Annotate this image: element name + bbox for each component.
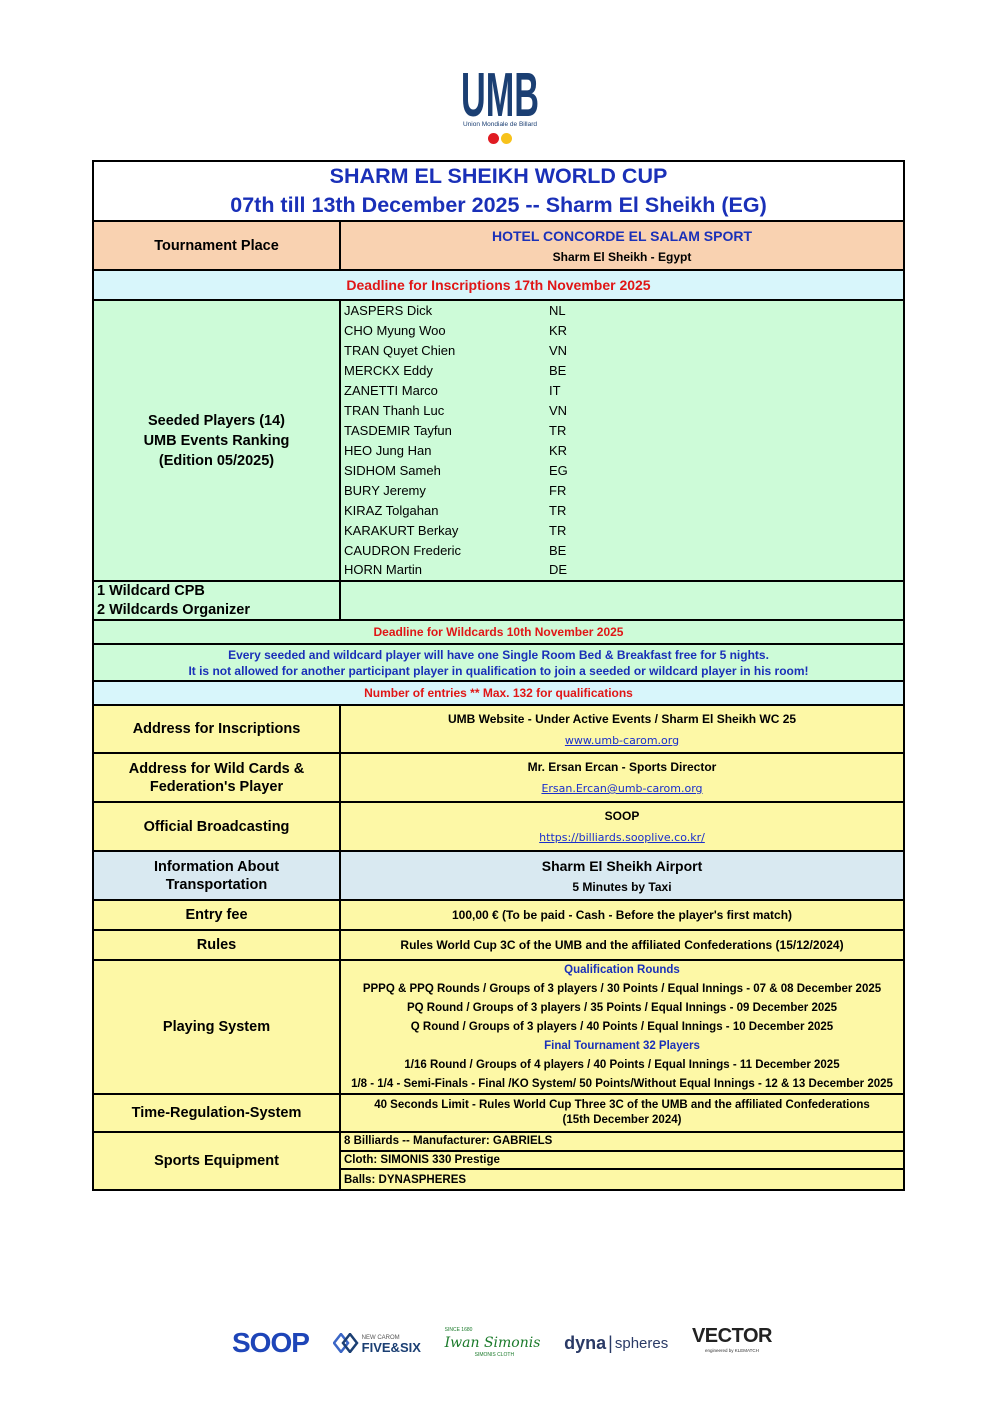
inscriptions-label: Address for Inscriptions <box>94 706 341 752</box>
sports-director: Mr. Ersan Ercan - Sports Director <box>527 760 717 774</box>
player-country: BE <box>549 542 567 558</box>
wildcard-address-label <box>94 754 341 801</box>
fivesix-tagline: NEW CAROM <box>361 1335 400 1341</box>
vector-name: VECTOR <box>691 1324 772 1347</box>
time-regulation-line-2: (15th December 2024) <box>562 1114 682 1126</box>
player-country: TR <box>549 422 567 438</box>
wildcards-line-2: 2 Wildcards Organizer <box>97 601 250 618</box>
title-line-1: SHARM EL SHEIKH WORLD CUP <box>329 164 668 188</box>
time-regulation-line-1: 40 Seconds Limit - Rules World Cup Three 3C of the UMB and the affiliated Confederations <box>374 1099 870 1111</box>
player-country: TR <box>549 522 567 538</box>
equipment-item: 8 Billiards -- Manufacturer: GABRIELS <box>341 1133 903 1152</box>
qualification-line: PQ Round / Groups of 3 players / 35 Points / Equal Innings - 09 December 2025 <box>406 1001 838 1014</box>
inscriptions-row <box>94 706 903 754</box>
broadcaster-name: SOOP <box>604 809 640 823</box>
director-email-link[interactable]: Ersan.Ercan@umb-carom.org <box>541 782 703 795</box>
deadline-inscriptions: Deadline for Inscriptions 17th November 2025 <box>346 277 651 293</box>
entry-fee-value: 100,00 € (To be paid - Cash - Before the player's first match) <box>451 908 793 922</box>
airport: Sharm El Sheikh Airport <box>541 857 703 874</box>
wildcard-address-label-1: Address for Wild Cards & <box>128 760 305 777</box>
equipment-item: Cloth: SIMONIS 330 Prestige <box>341 1152 903 1171</box>
seeded-label <box>94 301 341 580</box>
hotel-name: HOTEL CONCORDE EL SALAM SPORT <box>491 227 753 244</box>
vector-subtitle: engineered by KLEMATCH <box>704 1347 759 1353</box>
inscriptions-value <box>341 706 903 752</box>
fivesix-name: FIVE&SIX <box>361 1340 421 1355</box>
seeded-label-2: UMB Events Ranking <box>143 432 290 449</box>
qualification-heading: Qualification Rounds <box>564 963 680 976</box>
wildcard-address-label-2: Federation's Player <box>149 778 284 795</box>
equipment-list <box>341 1133 903 1189</box>
player-country: IT <box>549 383 561 399</box>
final-line: 1/8 - 1/4 - Semi-Finals - Final /KO System/ 50 Points/Without Equal Innings - 12 & 13 December 2025 <box>351 1077 893 1090</box>
broadcasting-row <box>94 803 903 852</box>
hotel-location: Sharm El Sheikh - Egypt <box>552 249 692 264</box>
player-name: HEO Jung Han <box>344 442 432 458</box>
player-name: TASDEMIR Tayfun <box>344 422 452 438</box>
spheres-text: spheres <box>614 1334 669 1352</box>
room-notice-line-1: Every seeded and wildcard player will have one Single Room Bed & Breakfast free for 5 nights. <box>228 647 769 662</box>
simonis-cloth: SIMONIS CLOTH <box>474 1352 515 1358</box>
wildcard-address-value <box>341 754 903 801</box>
qualification-line: Q Round / Groups of 3 players / 40 Points / Equal Innings - 10 December 2025 <box>410 1020 834 1033</box>
seeded-player-row <box>341 421 903 441</box>
final-heading: Final Tournament 32 Players <box>544 1039 700 1052</box>
simonis-name: Iwan Simonis <box>444 1335 541 1351</box>
equipment-label: Sports Equipment <box>94 1133 341 1189</box>
yellow-dot-icon <box>501 133 512 144</box>
player-country: VN <box>549 343 568 359</box>
equipment-row <box>94 1133 903 1191</box>
player-country: EG <box>549 462 568 478</box>
transportation-label-2: Transportation <box>165 876 268 893</box>
wildcards-line-1: 1 Wildcard CPB <box>97 582 205 599</box>
broadcast-link[interactable]: https://billiards.sooplive.co.kr/ <box>539 831 705 844</box>
logo-dots <box>456 131 544 149</box>
sponsor-logos <box>232 1322 772 1364</box>
entries-row <box>94 682 903 706</box>
player-name: BURY Jeremy <box>344 482 426 498</box>
player-name: TRAN Thanh Luc <box>344 403 445 419</box>
player-name: ZANETTI Marco <box>344 383 438 399</box>
seeded-player-row <box>341 301 903 321</box>
player-country: BE <box>549 363 567 379</box>
player-country: NL <box>549 303 566 319</box>
rules-row <box>94 931 903 961</box>
info-sheet <box>92 160 905 1191</box>
playing-system-label: Playing System <box>94 961 341 1093</box>
room-notice-line-2: It is not allowed for another participant player in qualification to join a seeded or wildcard player in his room! <box>188 663 809 678</box>
soop-logo <box>232 1327 309 1359</box>
seeded-label-3: (Edition 05/2025) <box>158 452 275 469</box>
entry-fee-label: Entry fee <box>94 901 341 929</box>
player-name: KIRAZ Tolgahan <box>344 502 439 518</box>
player-name: CAUDRON Frederic <box>344 542 462 558</box>
final-line: 1/16 Round / Groups of 4 players / 40 Points / Equal Innings - 11 December 2025 <box>404 1058 840 1071</box>
rules-value: Rules World Cup 3C of the UMB and the affiliated Confederations (15/12/2024) <box>400 938 844 952</box>
playing-system-row <box>94 961 903 1095</box>
tournament-place-value <box>341 222 903 269</box>
player-name: KARAKURT Berkay <box>344 522 459 538</box>
seeded-player-row <box>341 361 903 381</box>
player-country: TR <box>549 502 567 518</box>
transportation-row <box>94 852 903 901</box>
svg-text:UMB: UMB <box>461 62 539 120</box>
rules-label: Rules <box>94 931 341 959</box>
deadline-wildcards-row <box>94 621 903 645</box>
player-country: KR <box>549 442 568 458</box>
player-name: HORN Martin <box>344 562 423 578</box>
entry-fee-row <box>94 901 903 931</box>
equipment-item: Balls: DYNASPHERES <box>344 1173 467 1186</box>
player-name: JASPERS Dick <box>344 303 433 319</box>
inscriptions-text: UMB Website - Under Active Events / Sharm El Sheikh WC 25 <box>447 711 797 726</box>
entries-limit: Number of entries ** Max. 132 for qualifications <box>364 686 633 700</box>
time-regulation-value <box>341 1095 903 1131</box>
fivesix-diamond-icon <box>333 1333 359 1353</box>
seeded-player-row <box>341 460 903 480</box>
player-name: SIDHOM Sameh <box>344 462 441 478</box>
deadline-wildcards: Deadline for Wildcards 10th November 2025 <box>373 625 624 639</box>
player-country: KR <box>549 323 568 339</box>
red-dot-icon <box>488 133 499 144</box>
vector-logo <box>691 1324 772 1357</box>
simonis-since: SINCE 1680 <box>444 1327 473 1333</box>
seeded-player-row <box>341 500 903 520</box>
seeded-player-row <box>341 480 903 500</box>
umb-website-link[interactable]: www.umb-carom.org <box>564 733 680 747</box>
umb-logo <box>456 62 544 152</box>
broadcasting-label: Official Broadcasting <box>94 803 341 850</box>
player-name: MERCKX Eddy <box>344 363 433 379</box>
player-country: DE <box>549 562 568 578</box>
dyna-text: dyna <box>564 1332 607 1353</box>
wildcards-label <box>94 582 341 619</box>
time-regulation-label: Time-Regulation-System <box>94 1095 341 1131</box>
seeded-player-row <box>341 401 903 421</box>
dyna-separator: | <box>608 1332 613 1353</box>
transportation-value <box>341 852 903 899</box>
seeded-player-row <box>341 520 903 540</box>
broadcasting-value <box>341 803 903 850</box>
wildcard-address-row <box>94 754 903 803</box>
dynaspheres-logo <box>564 1333 668 1354</box>
seeded-player-row <box>341 540 903 560</box>
tournament-place-row <box>94 222 903 271</box>
room-notice-row <box>94 645 903 682</box>
taxi-time: 5 Minutes by Taxi <box>572 879 672 894</box>
seeded-player-list <box>341 301 903 580</box>
seeded-player-row <box>341 440 903 460</box>
transportation-label <box>94 852 341 899</box>
logo-subtitle: Union Mondiale de Billard <box>462 121 538 128</box>
seeded-player-row <box>341 381 903 401</box>
seeded-player-row <box>341 341 903 361</box>
soop-logo-text: SOOP <box>232 1327 309 1358</box>
time-regulation-row <box>94 1095 903 1133</box>
player-country: FR <box>549 482 567 498</box>
title-line-2: 07th till 13th December 2025 -- Sharm El Sheikh (EG) <box>230 193 767 217</box>
transportation-label-1: Information About <box>153 858 280 875</box>
seeded-players-row <box>94 301 903 582</box>
tournament-place-label: Tournament Place <box>94 222 341 269</box>
qualification-line: PPPQ & PPQ Rounds / Groups of 3 players / 30 Points / Equal Innings - 07 & 08 December 2025 <box>362 982 882 995</box>
wildcards-empty-cell <box>341 582 903 619</box>
title-block <box>94 162 903 222</box>
seeded-player-row <box>341 560 903 580</box>
simonis-logo <box>445 1326 541 1360</box>
playing-system-value <box>341 961 903 1093</box>
player-name: TRAN Quyet Chien <box>344 343 456 359</box>
seeded-player-row <box>341 321 903 341</box>
seeded-label-1: Seeded Players (14) <box>147 412 286 429</box>
player-name: CHO Myung Woo <box>344 323 446 339</box>
umb-logo-mark <box>460 62 540 120</box>
wildcards-row <box>94 582 903 621</box>
fivesix-logo <box>333 1333 421 1353</box>
player-country: VN <box>549 403 568 419</box>
deadline-inscriptions-row <box>94 271 903 301</box>
